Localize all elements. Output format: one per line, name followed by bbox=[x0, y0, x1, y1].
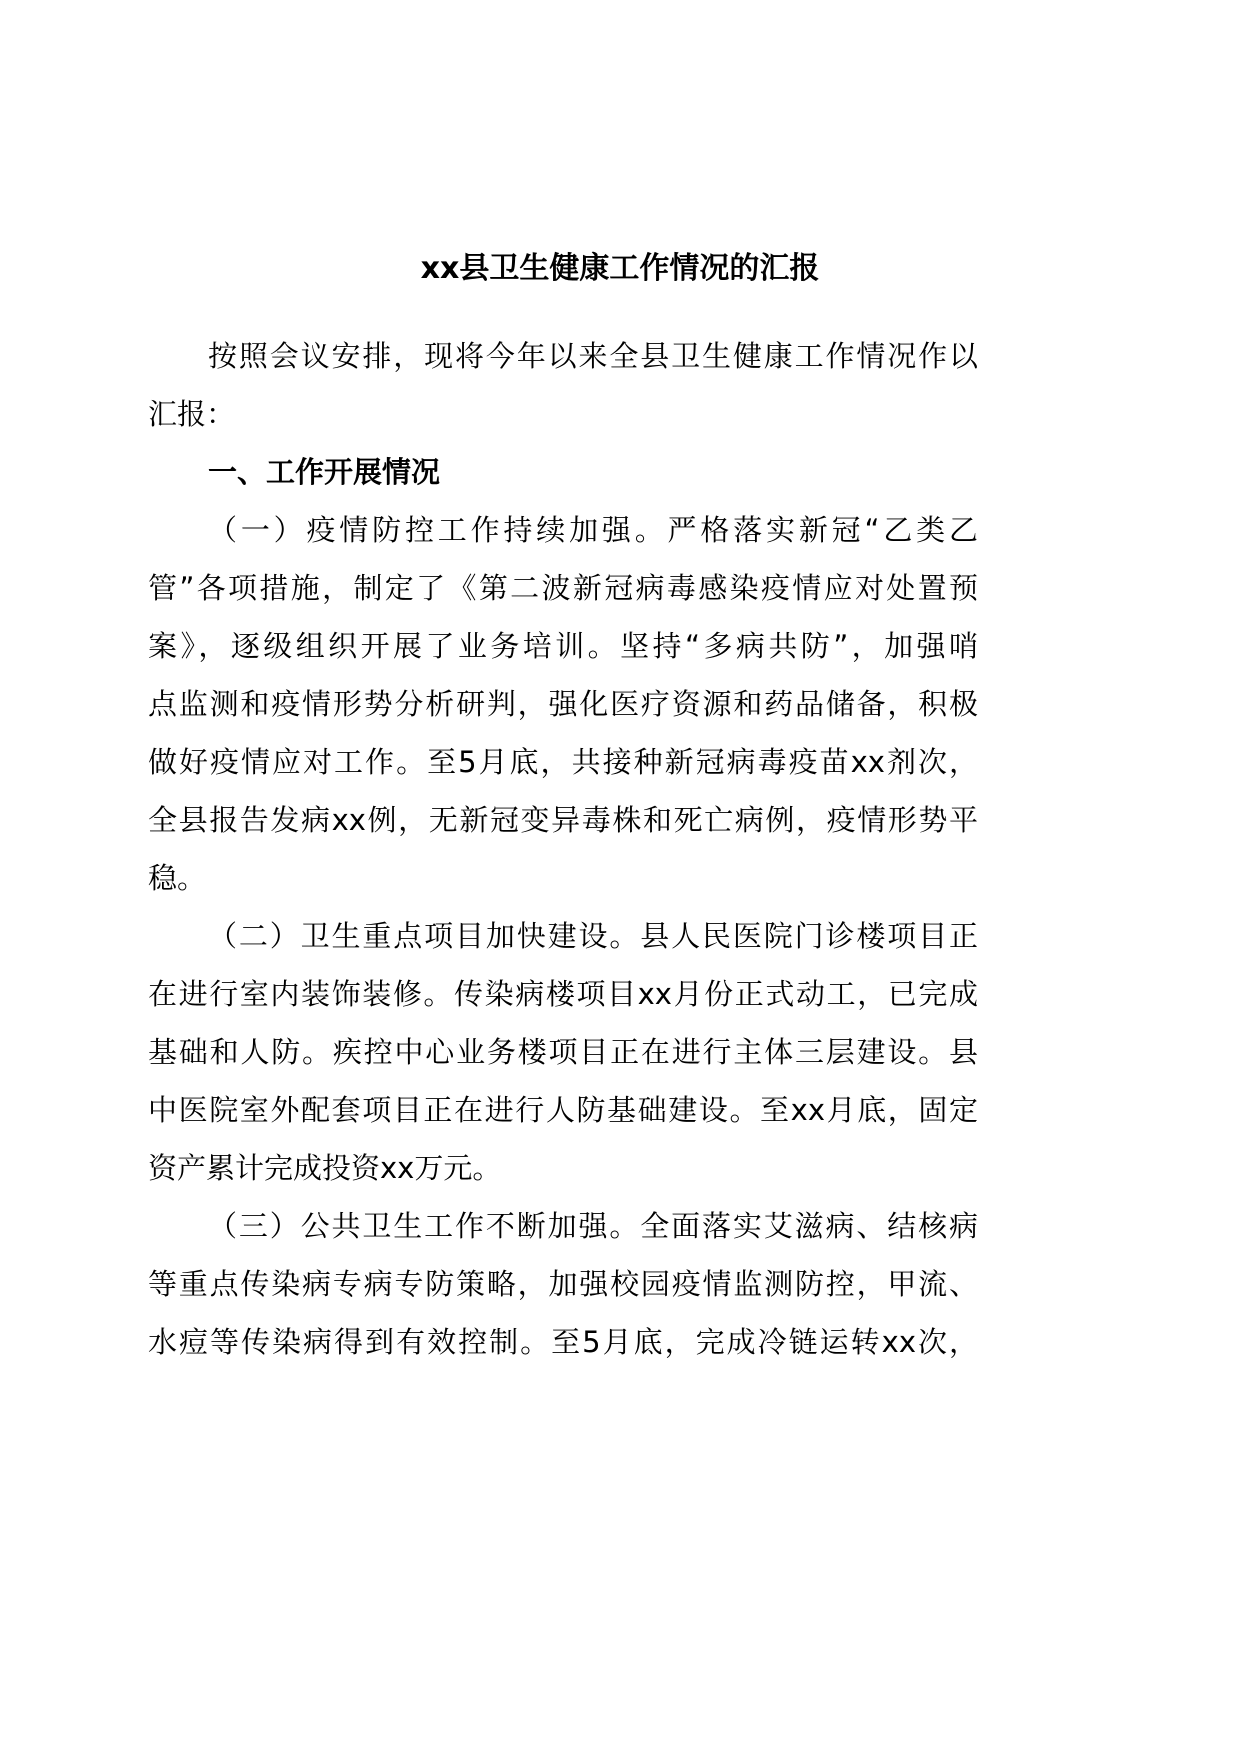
paragraph-2-line-4: 中医院室外配套项目正在进行人防基础建设。至xx月底，固定 bbox=[148, 1093, 978, 1127]
paragraph-1-line-5: 做好疫情应对工作。至5月底，共接种新冠病毒疫苗xx剂次， bbox=[148, 745, 978, 779]
paragraph-3-line-2: 等重点传染病专病专防策略，加强校园疫情监测防控，甲流、 bbox=[148, 1267, 978, 1301]
document-title: xx县卫生健康工作情况的汇报 bbox=[420, 251, 820, 286]
paragraph-1-line-6: 全县报告发病xx例，无新冠变异毒株和死亡病例，疫情形势平 bbox=[148, 803, 978, 837]
paragraph-1-line-1: （一）疫情防控工作持续加强。严格落实新冠“乙类乙 bbox=[208, 513, 978, 547]
paragraph-2-line-3: 基础和人防。疾控中心业务楼项目正在进行主体三层建设。县 bbox=[148, 1035, 978, 1069]
intro-line-1: 按照会议安排，现将今年以来全县卫生健康工作情况作以 bbox=[208, 339, 978, 373]
section-heading-1: 一、工作开展情况 bbox=[208, 455, 441, 489]
intro-line-2: 汇报： bbox=[148, 397, 236, 431]
paragraph-1-line-7: 稳。 bbox=[148, 861, 207, 895]
paragraph-1-line-2: 管”各项措施，制定了《第二波新冠病毒感染疫情应对处置预 bbox=[148, 571, 978, 605]
paragraph-3-line-1: （三）公共卫生工作不断加强。全面落实艾滋病、结核病 bbox=[208, 1209, 978, 1243]
paragraph-2-line-1: （二）卫生重点项目加快建设。县人民医院门诊楼项目正 bbox=[208, 919, 978, 953]
paragraph-2-line-5: 资产累计完成投资xx万元。 bbox=[148, 1151, 502, 1185]
paragraph-2-line-2: 在进行室内装饰装修。传染病楼项目xx月份正式动工，已完成 bbox=[148, 977, 978, 1011]
paragraph-1-line-4: 点监测和疫情形势分析研判，强化医疗资源和药品储备，积极 bbox=[148, 687, 978, 721]
paragraph-1-line-3: 案》，逐级组织开展了业务培训。坚持“多病共防”，加强哨 bbox=[148, 629, 978, 663]
paragraph-3-line-3: 水痘等传染病得到有效控制。至5月底，完成冷链运转xx次， bbox=[148, 1325, 978, 1359]
